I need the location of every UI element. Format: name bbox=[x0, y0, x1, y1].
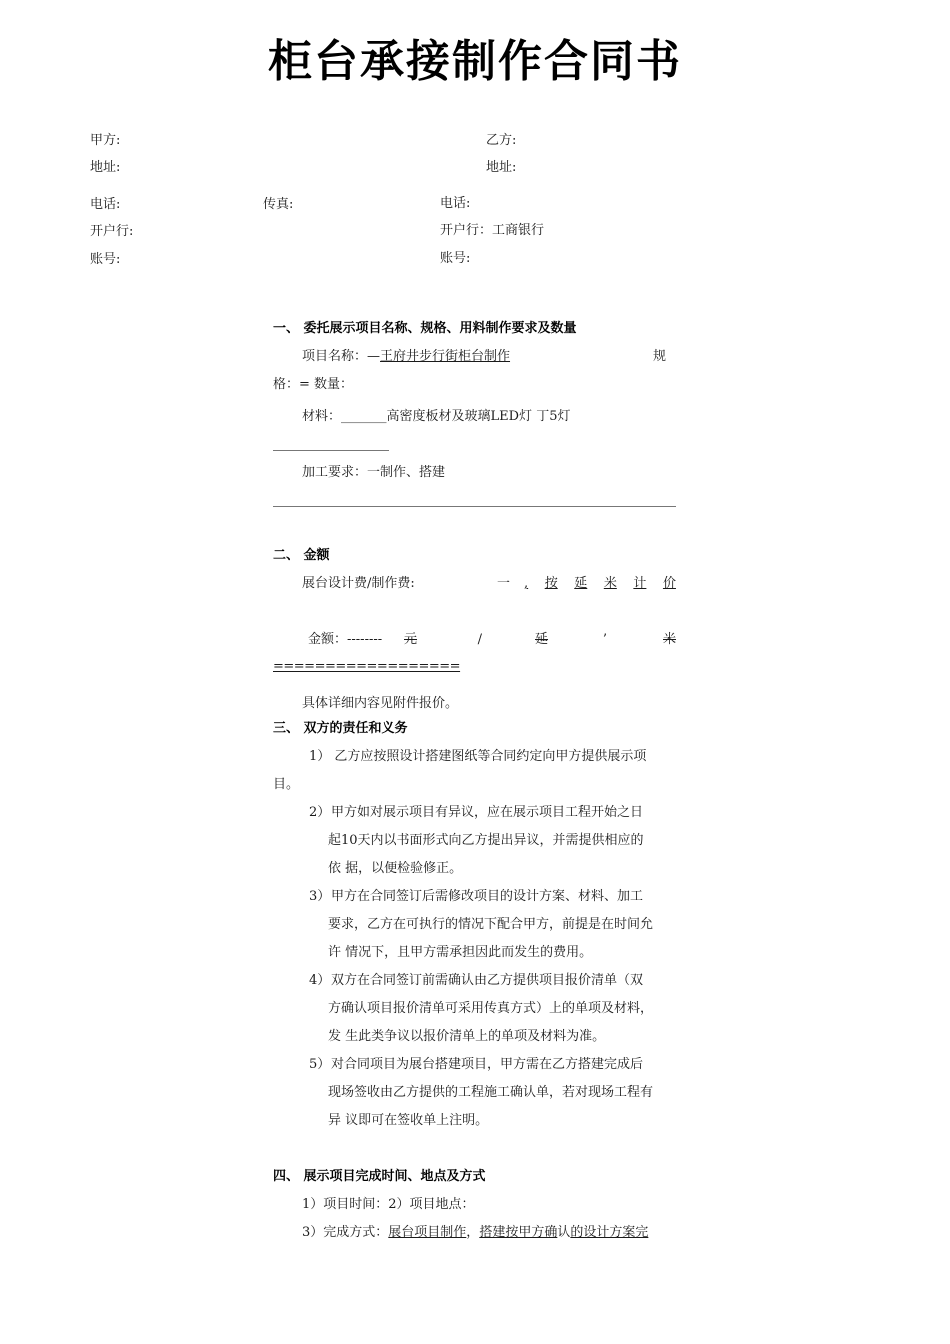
fee-word: 延 bbox=[574, 576, 588, 591]
material-line bbox=[302, 409, 570, 425]
spec-tail: 规 bbox=[653, 349, 667, 364]
contract-title: 柜台承接制作合同书 bbox=[268, 36, 682, 87]
party-b-label: 乙方: bbox=[486, 133, 517, 148]
project-name-line bbox=[302, 349, 640, 365]
item3-line: 许 情况下，且甲方需承担因此而发生的费用。 bbox=[328, 945, 593, 960]
project-name-label: 项目名称：— bbox=[302, 349, 381, 364]
item4-line: 方确认项目报价清单可采用传真方式）上的单项及材料， bbox=[328, 1001, 654, 1016]
process-requirement: 加工要求：一制作、搭建 bbox=[302, 465, 446, 480]
item3-line: 要求，乙方在可执行的情况下配合甲方，前提是在时间允 bbox=[328, 917, 654, 932]
detail-note: 具体详细内容见附件报价。 bbox=[302, 696, 459, 711]
completion-part: 的设计方案完 bbox=[570, 1225, 649, 1240]
spec-quantity-line: 格：= 数量： bbox=[273, 377, 354, 392]
fee-word: , bbox=[524, 576, 529, 591]
account-a-label: 账号: bbox=[90, 252, 121, 267]
item4-line: 双方在合同签订前需确认由乙方提供项目报价清单（双 bbox=[331, 973, 644, 988]
section1-divider bbox=[273, 506, 676, 507]
item5-line: 现场签收由乙方提供的工程施工确认单，若对现场工程有 bbox=[328, 1085, 654, 1100]
section1-heading: 一、 委托展示项目名称、规格、用料制作要求及数量 bbox=[273, 321, 577, 336]
bank-b-label: 开户行：工商银行 bbox=[440, 223, 545, 238]
completion-part: 展台项目制作 bbox=[388, 1225, 467, 1240]
fee-word: 计 bbox=[633, 576, 647, 591]
item4-number: 4） bbox=[309, 973, 331, 988]
time-location-line: 1）项目时间：2）项目地点： bbox=[302, 1197, 475, 1212]
phone-a-label: 电话: bbox=[90, 197, 121, 212]
fee-unit-words bbox=[524, 576, 676, 592]
material-label: 材料： bbox=[302, 409, 342, 424]
fee-label: 展台设计费/制作费: bbox=[302, 576, 415, 591]
section3-heading: 三、 双方的责任和义务 bbox=[273, 721, 408, 736]
amount-label: 金额：-------- bbox=[308, 632, 383, 647]
fee-word: 按 bbox=[544, 576, 558, 591]
amount-yan: 延 ’ bbox=[535, 632, 607, 647]
completion-comma: ， bbox=[466, 1225, 480, 1240]
phone-b-label: 电话: bbox=[440, 196, 471, 211]
section4-heading: 四、 展示项目完成时间、地点及方式 bbox=[273, 1169, 486, 1184]
address-b-label: 地址: bbox=[486, 160, 517, 175]
bank-a-label: 开户行: bbox=[90, 224, 134, 239]
amount-mi: 米 bbox=[663, 632, 677, 647]
item1-rest: 目。 bbox=[273, 777, 300, 792]
item2-line: 起10天内以书面形式向乙方提出异议，并需提供相应的 bbox=[328, 833, 644, 848]
item3-line: 甲方在合同签订后需修改项目的设计方案、材料、加工 bbox=[331, 889, 644, 904]
item2-number: 2） bbox=[309, 805, 331, 820]
completion-method-label: 3）完成方式： bbox=[302, 1225, 389, 1240]
completion-part: 认 bbox=[557, 1225, 571, 1240]
material-underline bbox=[273, 450, 389, 451]
project-name-value: 王府井步行街柜台制作 bbox=[380, 349, 511, 364]
item2-line: 依 据，以便检验修正。 bbox=[328, 861, 463, 876]
section2-heading: 二、 金额 bbox=[273, 548, 330, 563]
amount-line: ================== bbox=[273, 659, 461, 674]
account-b-label: 账号: bbox=[440, 251, 471, 266]
item1-first-line: 1） 乙方应按照设计搭建图纸等合同约定向甲方提供展示项 bbox=[309, 749, 647, 764]
item5-line: 异 议即可在签收单上注明。 bbox=[328, 1113, 489, 1128]
fee-word: 价 bbox=[662, 576, 676, 591]
fee-dash: 一 bbox=[497, 576, 511, 591]
fax-label: 传真: bbox=[263, 197, 294, 212]
material-blank: _______ bbox=[341, 409, 387, 424]
amount-yuan: 元 / bbox=[404, 632, 482, 647]
fee-word: 米 bbox=[603, 576, 617, 591]
address-a-label: 地址: bbox=[90, 160, 121, 175]
item2-line: 甲方如对展示项目有异议，应在展示项目工程开始之日 bbox=[331, 805, 644, 820]
item5-line: 对合同项目为展台搭建项目，甲方需在乙方搭建完成后 bbox=[331, 1057, 644, 1072]
item5-number: 5） bbox=[309, 1057, 331, 1072]
party-a-label: 甲方: bbox=[90, 133, 121, 148]
completion-method-line bbox=[302, 1225, 648, 1241]
item3-number: 3） bbox=[309, 889, 331, 904]
material-value: 高密度板材及玻璃LED灯 丁5灯 bbox=[386, 409, 571, 424]
item4-line: 发 生此类争议以报价清单上的单项及材料为准。 bbox=[328, 1029, 606, 1044]
completion-part: 搭建按甲方确 bbox=[479, 1225, 558, 1240]
